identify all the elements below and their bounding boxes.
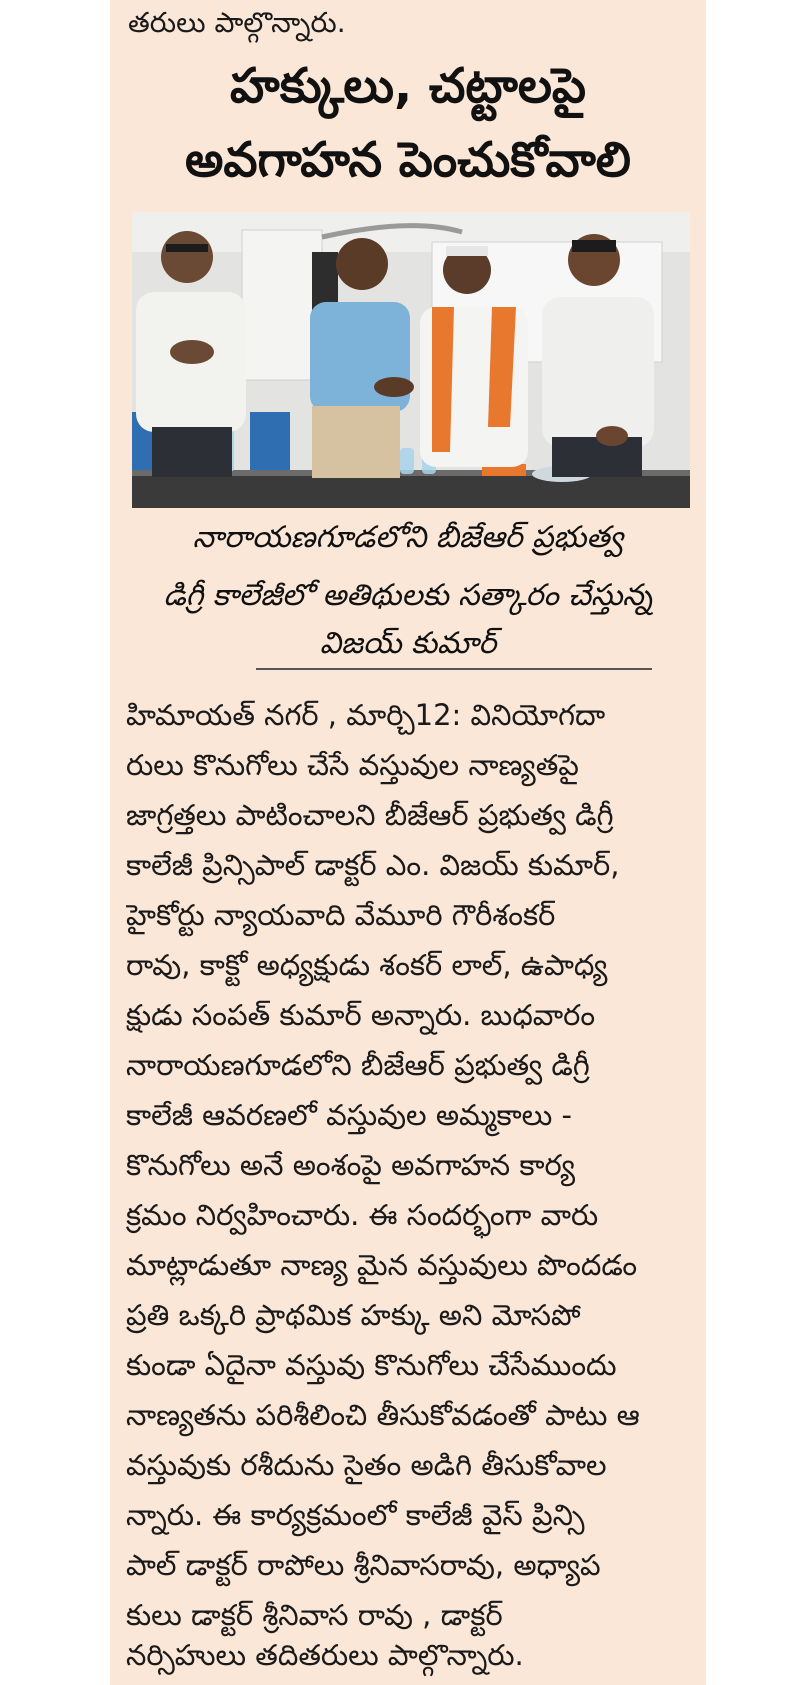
body-line: కులు డాక్టర్ శ్రీనివాస రావు , డాక్టర్ [126,1598,503,1632]
body-line: పాల్ డాక్టర్ రాపోలు శ్రీనివాసరావు, అధ్యాప [126,1548,601,1582]
news-photo-illustration [132,212,690,508]
news-photo [132,212,690,508]
photo-caption-line-2: డిగ్రీ కాలేజీలో అతిథులకు సత్కారం చేస్తున్న [163,578,653,613]
previous-article-tail: తరులు పాల్గొన్నారు. [128,6,346,39]
caption-divider [256,668,652,670]
body-line: రావు, కాక్టో అధ్యక్షుడు శంకర్ లాల్, ఉపాధ్య [126,948,608,982]
headline-line-1: హక్కులు, చట్టాలపై [229,58,587,114]
body-line: కొనుగోలు అనే అంశంపై అవగాహన కార్య [126,1148,575,1182]
body-line: హిమాయత్ నగర్ , మార్చి12: వినియోగదా [126,698,606,732]
body-line: హైకోర్టు న్యాయవాది వేమూరి గౌరీశంకర్ [126,898,556,932]
photo-caption-line-1: నారాయణగూడలోని బీజేఆర్ ప్రభుత్వ [192,520,624,555]
body-line: క్రమం నిర్వహించారు. ఈ సందర్భంగా వారు [126,1198,599,1232]
body-line: జాగ్రత్తలు పాటించాలని బీజేఆర్ ప్రభుత్వ డిగ్రీ [126,798,614,832]
body-line: వస్తువుకు రశీదును సైతం అడిగి తీసుకోవాల [126,1448,607,1482]
body-line: న్నారు. ఈ కార్యక్రమంలో కాలేజీ వైస్ ప్రిన్సి [126,1498,585,1532]
body-line: ప్రతి ఒక్కరి ప్రాథమిక హక్కు అని మోసపో [126,1298,581,1332]
body-line: మాట్లాడుతూ నాణ్య మైన వస్తువులు పొందడం [126,1248,638,1282]
photo-caption-line-3: విజయ్ కుమార్ [319,626,497,661]
body-line: కాలేజీ ప్రిన్సిపాల్ డాక్టర్ ఎం. విజయ్ కుమార్, [126,848,620,882]
body-line: కుండా ఏదైనా వస్తువు కొనుగోలు చేసేముందు [126,1348,617,1382]
body-line: నారాయణగూడలోని బీజేఆర్ ప్రభుత్వ డిగ్రీ [126,1048,590,1082]
body-line: కాలేజీ ఆవరణలో వస్తువుల అమ్మకాలు - [126,1098,572,1132]
body-line: రులు కొనుగోలు చేసే వస్తువుల నాణ్యతపై [126,748,579,782]
headline-line-2: అవగాహన పెంచుకోవాలి [185,132,631,188]
body-line: క్షుడు సంపత్ కుమార్ అన్నారు. బుధవారం [126,998,596,1032]
body-line: నాణ్యతను పరిశీలించి తీసుకోవడంతో పాటు ఆ [126,1398,640,1432]
body-line: నర్సిహులు తదితరులు పాల్గొన్నారు. [126,1638,524,1672]
